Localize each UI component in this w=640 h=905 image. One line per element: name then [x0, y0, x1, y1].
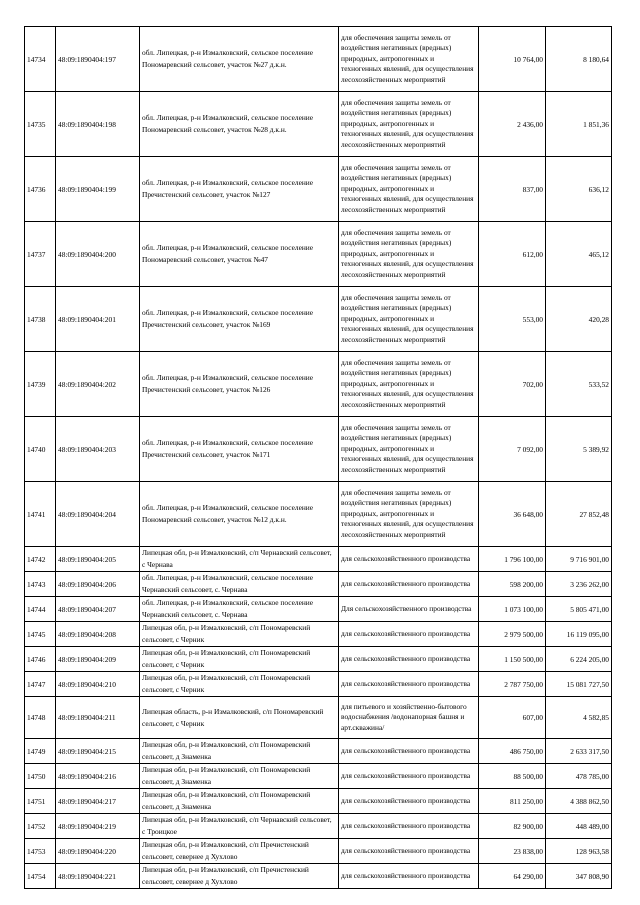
- cadastral-value-cell: 27 852,48: [546, 482, 612, 547]
- address-cell: Липецкая обл, р-н Измалковский, с/п Пономаревский сельсовет, д Знаменка: [140, 789, 339, 814]
- table-row: [25, 864, 612, 889]
- table-row: [25, 547, 612, 572]
- cadastral-number: 48:09:1890404:200: [56, 222, 140, 287]
- cadastral-number: 48:09:1890404:211: [56, 697, 140, 739]
- cadastral-value-cell: 8 180,64: [546, 27, 612, 92]
- cadastral-number: 48:09:1890404:207: [56, 597, 140, 622]
- row-number: 14739: [25, 352, 56, 417]
- cadastral-number: 48:09:1890404:221: [56, 864, 140, 889]
- address-cell: обл. Липецкая, р-н Измалковский, сельское поселение Пречистенский сельсовет, участок №169: [140, 287, 339, 352]
- area-cell: 36 648,00: [479, 482, 546, 547]
- address-cell: обл. Липецкая, р-н Измалковский, сельское поселение Пономаревский сельсовет, участок №47: [140, 222, 339, 287]
- cadastral-value-cell: 15 081 727,50: [546, 672, 612, 697]
- permitted-use-cell: для обеспечения защиты земель от воздействия негативных (вредных) природных, антропогенных и техногенных явлений, для осуществления лесохозяйственных мероприятий: [339, 92, 479, 157]
- cadastral-value-cell: 4 582,85: [546, 697, 612, 739]
- permitted-use-cell: для обеспечения защиты земель от воздействия негативных (вредных) природных, антропогенных и техногенных явлений, для осуществления лесохозяйственных мероприятий: [339, 157, 479, 222]
- row-number: 14754: [25, 864, 56, 889]
- table-row: [25, 739, 612, 764]
- cadastral-value-cell: 5 805 471,00: [546, 597, 612, 622]
- address-cell: обл. Липецкая, р-н Измалковский, сельское поселение Пономаревский сельсовет, участок №28 д.к.н.: [140, 92, 339, 157]
- table-row: [25, 789, 612, 814]
- cadastral-number: 48:09:1890404:209: [56, 647, 140, 672]
- cadastral-value-cell: 478 785,00: [546, 764, 612, 789]
- area-cell: 1 796 100,00: [479, 547, 546, 572]
- table-row: [25, 764, 612, 789]
- row-number: 14745: [25, 622, 56, 647]
- permitted-use-cell: для сельскохозяйственного производства: [339, 647, 479, 672]
- address-cell: Липецкая обл, р-н Измалковский, с/п Пономаревский сельсовет, д Знаменка: [140, 739, 339, 764]
- address-cell: обл. Липецкая, р-н Измалковский, сельское поселение Пречистенский сельсовет, участок №126: [140, 352, 339, 417]
- row-number: 14748: [25, 697, 56, 739]
- area-cell: 10 764,00: [479, 27, 546, 92]
- cadastral-number: 48:09:1890404:201: [56, 287, 140, 352]
- cadastral-value-cell: 16 119 095,00: [546, 622, 612, 647]
- cadastral-value-cell: 2 633 317,50: [546, 739, 612, 764]
- cadastral-number: 48:09:1890404:199: [56, 157, 140, 222]
- permitted-use-cell: Для сельскохозяйственного производства: [339, 597, 479, 622]
- address-cell: Липецкая обл, р-н Измалковский, с/п Чернавский сельсовет, с Чернава: [140, 547, 339, 572]
- area-cell: 82 900,00: [479, 814, 546, 839]
- area-cell: 837,00: [479, 157, 546, 222]
- cadastral-value-cell: 347 808,90: [546, 864, 612, 889]
- cadastral-number: 48:09:1890404:203: [56, 417, 140, 482]
- cadastral-number: 48:09:1890404:208: [56, 622, 140, 647]
- permitted-use-cell: для сельскохозяйственного производства: [339, 814, 479, 839]
- address-cell: обл. Липецкая, р-н Измалковский, сельское поселение Пономаревский сельсовет, участок №27 д.к.н.: [140, 27, 339, 92]
- land-registry-table: [24, 26, 612, 889]
- table-row: [25, 572, 612, 597]
- cadastral-number: 48:09:1890404:210: [56, 672, 140, 697]
- table-row: [25, 622, 612, 647]
- permitted-use-cell: для сельскохозяйственного производства: [339, 789, 479, 814]
- cadastral-number: 48:09:1890404:215: [56, 739, 140, 764]
- row-number: 14753: [25, 839, 56, 864]
- cadastral-number: 48:09:1890404:216: [56, 764, 140, 789]
- area-cell: 23 838,00: [479, 839, 546, 864]
- area-cell: 2 979 500,00: [479, 622, 546, 647]
- cadastral-value-cell: 5 389,92: [546, 417, 612, 482]
- cadastral-value-cell: 636,12: [546, 157, 612, 222]
- area-cell: 598 200,00: [479, 572, 546, 597]
- row-number: 14749: [25, 739, 56, 764]
- cadastral-value-cell: 1 851,36: [546, 92, 612, 157]
- row-number: 14735: [25, 92, 56, 157]
- cadastral-number: 48:09:1890404:204: [56, 482, 140, 547]
- permitted-use-cell: для сельскохозяйственного производства: [339, 839, 479, 864]
- address-cell: обл. Липецкая, р-н Измалковский, сельское поселение Чернавский сельсовет, с. Чернава: [140, 572, 339, 597]
- cadastral-value-cell: 9 716 901,00: [546, 547, 612, 572]
- table-row: [25, 482, 612, 547]
- permitted-use-cell: для сельскохозяйственного производства: [339, 622, 479, 647]
- cadastral-value-cell: 3 236 262,00: [546, 572, 612, 597]
- permitted-use-cell: для обеспечения защиты земель от воздействия негативных (вредных) природных, антропогенных и техногенных явлений, для осуществления лесохозяйственных мероприятий: [339, 417, 479, 482]
- row-number: 14742: [25, 547, 56, 572]
- permitted-use-cell: для сельскохозяйственного производства: [339, 739, 479, 764]
- area-cell: 64 290,00: [479, 864, 546, 889]
- permitted-use-cell: для обеспечения защиты земель от воздействия негативных (вредных) природных, антропогенных и техногенных явлений, для осуществления лесохозяйственных мероприятий: [339, 222, 479, 287]
- address-cell: обл. Липецкая, р-н Измалковский, сельское поселение Чернавский сельсовет, с. Чернава: [140, 597, 339, 622]
- cadastral-value-cell: 6 224 205,00: [546, 647, 612, 672]
- table-row: [25, 697, 612, 739]
- cadastral-value-cell: 4 388 862,50: [546, 789, 612, 814]
- address-cell: Липецкая обл, р-н Измалковский, с/п Пономаревский сельсовет, д Знаменка: [140, 764, 339, 789]
- table-row: [25, 287, 612, 352]
- cadastral-number: 48:09:1890404:202: [56, 352, 140, 417]
- row-number: 14746: [25, 647, 56, 672]
- address-cell: Липецкая обл, р-н Измалковский, с/п Пономаревский сельсовет, с Черник: [140, 622, 339, 647]
- row-number: 14734: [25, 27, 56, 92]
- cadastral-value-cell: 128 963,58: [546, 839, 612, 864]
- address-cell: Липецкая область, р-н Измалковский, с/п Пономаревский сельсовет, с Черник: [140, 697, 339, 739]
- row-number: 14738: [25, 287, 56, 352]
- address-cell: обл. Липецкая, р-н Измалковский, сельское поселение Пречистенский сельсовет, участок №127: [140, 157, 339, 222]
- area-cell: 1 073 100,00: [479, 597, 546, 622]
- row-number: 14741: [25, 482, 56, 547]
- row-number: 14737: [25, 222, 56, 287]
- area-cell: 486 750,00: [479, 739, 546, 764]
- table-body: [25, 27, 612, 889]
- table-row: [25, 352, 612, 417]
- area-cell: 88 500,00: [479, 764, 546, 789]
- permitted-use-cell: для обеспечения защиты земель от воздействия негативных (вредных) природных, антропогенных и техногенных явлений, для осуществления лесохозяйственных мероприятий: [339, 287, 479, 352]
- area-cell: 2 787 750,00: [479, 672, 546, 697]
- table-row: [25, 647, 612, 672]
- table-row: [25, 814, 612, 839]
- row-number: 14752: [25, 814, 56, 839]
- address-cell: обл. Липецкая, р-н Измалковский, сельское поселение Пречистенский сельсовет, участок №171: [140, 417, 339, 482]
- permitted-use-cell: для питьевого и хозяйственно-бытового водоснабжения /водонапорная башня и арт.скважина/: [339, 697, 479, 739]
- cadastral-number: 48:09:1890404:205: [56, 547, 140, 572]
- table-row: [25, 157, 612, 222]
- row-number: 14744: [25, 597, 56, 622]
- permitted-use-cell: для сельскохозяйственного производства: [339, 547, 479, 572]
- area-cell: 1 150 500,00: [479, 647, 546, 672]
- area-cell: 2 436,00: [479, 92, 546, 157]
- address-cell: Липецкая обл, р-н Измалковский, с/п Пречистенский сельсовет, севернее д Хухлово: [140, 864, 339, 889]
- row-number: 14750: [25, 764, 56, 789]
- permitted-use-cell: для обеспечения защиты земель от воздействия негативных (вредных) природных, антропогенных и техногенных явлений, для осуществления лесохозяйственных мероприятий: [339, 27, 479, 92]
- cadastral-number: 48:09:1890404:220: [56, 839, 140, 864]
- permitted-use-cell: для сельскохозяйственного производства: [339, 672, 479, 697]
- address-cell: Липецкая обл, р-н Измалковский, с/п Пречистенский сельсовет, севернее д Хухлово: [140, 839, 339, 864]
- cadastral-value-cell: 465,12: [546, 222, 612, 287]
- permitted-use-cell: для сельскохозяйственного производства: [339, 572, 479, 597]
- table-row: [25, 27, 612, 92]
- permitted-use-cell: для сельскохозяйственного производства: [339, 864, 479, 889]
- row-number: 14736: [25, 157, 56, 222]
- table-row: [25, 839, 612, 864]
- cadastral-number: 48:09:1890404:197: [56, 27, 140, 92]
- address-cell: обл. Липецкая, р-н Измалковский, сельское поселение Пономаревский сельсовет, участок №12 д.к.н.: [140, 482, 339, 547]
- cadastral-value-cell: 448 489,00: [546, 814, 612, 839]
- area-cell: 607,00: [479, 697, 546, 739]
- row-number: 14751: [25, 789, 56, 814]
- permitted-use-cell: для обеспечения защиты земель от воздействия негативных (вредных) природных, антропогенных и техногенных явлений, для осуществления лесохозяйственных мероприятий: [339, 352, 479, 417]
- cadastral-number: 48:09:1890404:198: [56, 92, 140, 157]
- cadastral-value-cell: 533,52: [546, 352, 612, 417]
- address-cell: Липецкая обл, р-н Измалковский, с/п Пономаревский сельсовет, с Черник: [140, 672, 339, 697]
- row-number: 14747: [25, 672, 56, 697]
- table-row: [25, 672, 612, 697]
- area-cell: 612,00: [479, 222, 546, 287]
- table-row: [25, 92, 612, 157]
- area-cell: 811 250,00: [479, 789, 546, 814]
- area-cell: 553,00: [479, 287, 546, 352]
- permitted-use-cell: для обеспечения защиты земель от воздействия негативных (вредных) природных, антропогенных и техногенных явлений, для осуществления лесохозяйственных мероприятий: [339, 482, 479, 547]
- address-cell: Липецкая обл, р-н Измалковский, с/п Чернавский сельсовет, с Троицкое: [140, 814, 339, 839]
- row-number: 14740: [25, 417, 56, 482]
- area-cell: 7 092,00: [479, 417, 546, 482]
- cadastral-number: 48:09:1890404:206: [56, 572, 140, 597]
- cadastral-number: 48:09:1890404:217: [56, 789, 140, 814]
- permitted-use-cell: для сельскохозяйственного производства: [339, 764, 479, 789]
- table-row: [25, 417, 612, 482]
- table-row: [25, 597, 612, 622]
- area-cell: 702,00: [479, 352, 546, 417]
- cadastral-value-cell: 420,28: [546, 287, 612, 352]
- table-row: [25, 222, 612, 287]
- address-cell: Липецкая обл, р-н Измалковский, с/п Пономаревский сельсовет, с Черник: [140, 647, 339, 672]
- row-number: 14743: [25, 572, 56, 597]
- cadastral-number: 48:09:1890404:219: [56, 814, 140, 839]
